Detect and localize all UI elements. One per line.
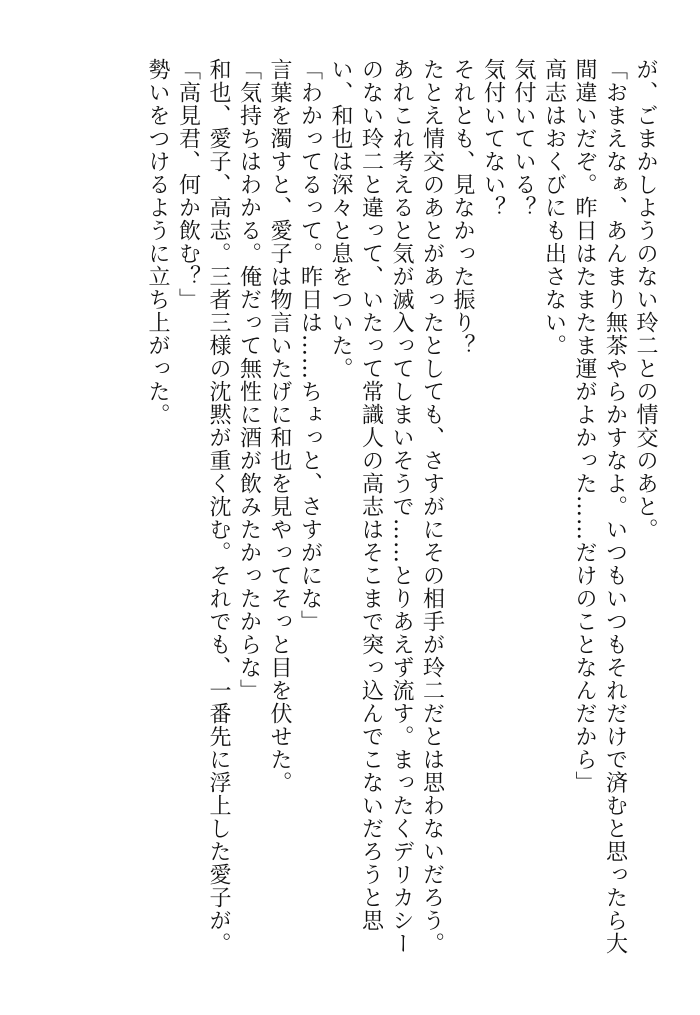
- vertical-text-body: [40, 58, 660, 958]
- text-line: 和也、愛子、高志。三者三様の沈黙が重く沈む。それでも、一番先に浮上した愛子が。: [206, 58, 231, 955]
- text-line: たとえ情交のあとがあったとしても、さすがにその相手が玲二だとは思わないだろう。: [419, 58, 445, 955]
- text-line: が、ごまかしようのない玲二との情交のあと。: [633, 58, 658, 541]
- text-line: 言葉を濁すと、愛子は物言いたげに和也を見やってそっと目を伏せた。: [267, 58, 292, 794]
- text-line: 気付いている？: [511, 58, 536, 219]
- text-line: 「おまえなぁ、あんまり無茶やらかすなよ。いつもいつもそれだけで済むと思ったら大間違いだぞ。昨日はたまたま運がよかった……だけのことなんだから」: [572, 58, 628, 955]
- text-line: 「高見君、何か飲む？」: [175, 58, 201, 311]
- text-line: 高志はおくびにも出さない。: [541, 58, 567, 357]
- text-line: 勢いをつけるように立ち上がった。: [145, 58, 170, 426]
- text-line: あれこれ考えると気が滅入ってしまいそうで……とりあえず流す。まったくデリカシーのない玲二と違って、いたって常識人の高志はそこまで突っ込んでこないだろうと思い、和也は深々と息をついた。: [328, 58, 414, 955]
- text-line: それとも、見なかった振り？: [450, 58, 475, 357]
- text-line: 気付いてない？: [480, 58, 506, 219]
- text-line: 「わかってるって。昨日は……ちょっと、さすがにな」: [297, 58, 323, 633]
- text-line: 「気持ちはわかる。俺だって無性に酒が飲みたかったからな」: [236, 58, 262, 702]
